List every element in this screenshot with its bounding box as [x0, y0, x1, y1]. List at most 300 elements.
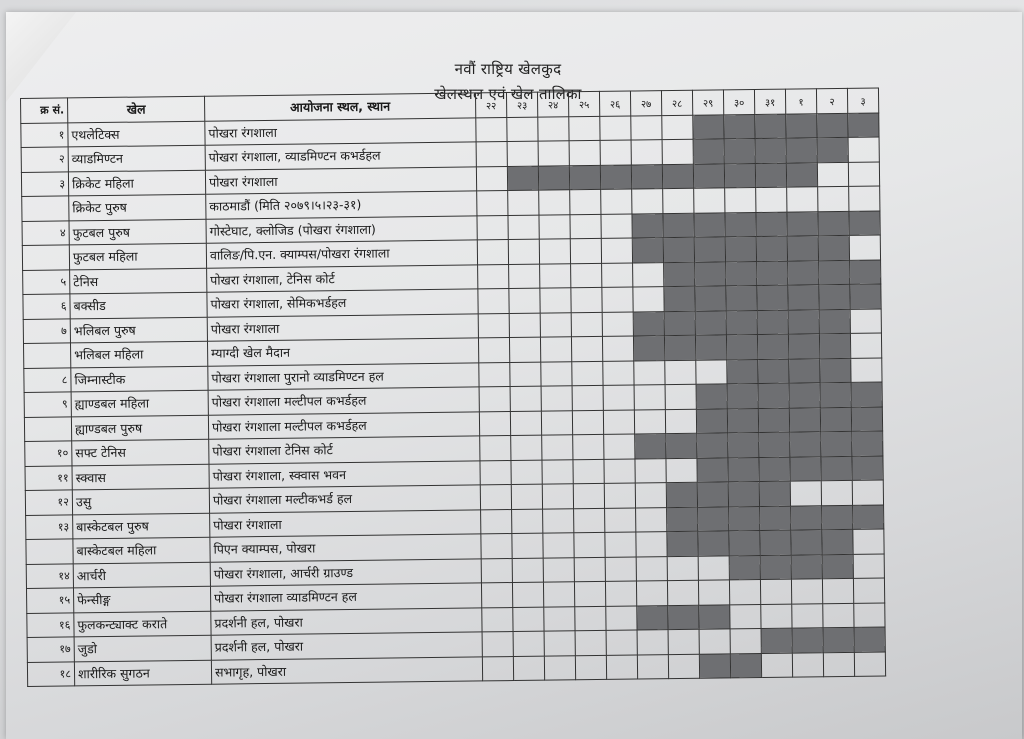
schedule-cell-empty	[481, 509, 512, 534]
schedule-cell-empty	[477, 240, 508, 265]
schedule-cell-active	[663, 213, 694, 238]
schedule-cell-active	[632, 238, 663, 263]
schedule-cell-active	[667, 531, 698, 556]
schedule-cell-active	[728, 481, 759, 506]
row-game: शारीरिक सुगठन	[74, 660, 211, 686]
schedule-cell-active	[791, 505, 822, 530]
schedule-cell-empty	[854, 602, 885, 627]
schedule-cell-empty	[603, 385, 634, 410]
schedule-cell-empty	[631, 140, 662, 165]
schedule-cell-empty	[512, 558, 543, 583]
row-venue: पोखरा रंगशाला	[205, 166, 476, 194]
schedule-cell-empty	[694, 188, 725, 213]
row-game: क्रिकेट पुरुष	[69, 194, 206, 220]
schedule-cell-empty	[508, 190, 539, 215]
schedule-cell-empty	[725, 188, 756, 213]
schedule-cell-empty	[698, 580, 729, 605]
header-day: १	[785, 89, 816, 114]
schedule-cell-empty	[668, 654, 699, 679]
schedule-cell-empty	[633, 287, 664, 312]
header-day: ३	[847, 88, 878, 113]
schedule-cell-active	[666, 433, 697, 458]
schedule-cell-empty	[636, 581, 667, 606]
schedule-cell-empty	[756, 187, 787, 212]
schedule-cell-active	[696, 408, 727, 433]
schedule-cell-empty	[848, 162, 879, 187]
schedule-cell-empty	[601, 214, 632, 239]
schedule-cell-empty	[699, 629, 730, 654]
schedule-cell-empty	[539, 239, 570, 264]
schedule-cell-active	[759, 457, 790, 482]
schedule-cell-active	[823, 627, 854, 652]
schedule-cell-empty	[540, 337, 571, 362]
schedule-cell-empty	[540, 263, 571, 288]
row-sn: १८	[27, 661, 74, 686]
row-sn: ८	[24, 367, 71, 392]
row-game: क्रिकेट महिला	[68, 170, 205, 196]
schedule-cell-empty	[696, 359, 727, 384]
schedule-cell-active	[760, 530, 791, 555]
schedule-cell-empty	[507, 141, 538, 166]
schedule-cell-active	[852, 455, 883, 480]
row-game: फुटबल महिला	[69, 243, 206, 269]
schedule-cell-empty	[823, 652, 854, 677]
schedule-cell-empty	[513, 631, 544, 656]
schedule-cell-empty	[729, 579, 760, 604]
schedule-cell-empty	[508, 239, 539, 264]
schedule-cell-empty	[668, 629, 699, 654]
schedule-cell-empty	[761, 653, 792, 678]
schedule-cell-empty	[605, 532, 636, 557]
schedule-cell-empty	[509, 264, 540, 289]
schedule-cell-empty	[635, 458, 666, 483]
header-day: २३	[506, 92, 537, 117]
row-game: सफ्ट टेनिस	[72, 439, 209, 465]
schedule-table	[20, 88, 886, 687]
schedule-cell-active	[697, 433, 728, 458]
schedule-cell-empty	[574, 557, 605, 582]
schedule-cell-empty	[570, 189, 601, 214]
schedule-cell-empty	[478, 338, 509, 363]
schedule-cell-empty	[853, 529, 884, 554]
schedule-cell-empty	[603, 410, 634, 435]
schedule-cell-active	[851, 382, 882, 407]
schedule-cell-empty	[543, 508, 574, 533]
schedule-cell-empty	[512, 533, 543, 558]
schedule-cell-empty	[601, 189, 632, 214]
row-sn: ५	[23, 269, 70, 294]
schedule-cell-empty	[511, 435, 542, 460]
row-game: बक्सीड	[70, 292, 207, 318]
schedule-cell-empty	[604, 483, 635, 508]
schedule-cell-active	[726, 310, 757, 335]
schedule-cell-active	[787, 211, 818, 236]
schedule-cell-active	[819, 284, 850, 309]
schedule-cell-active	[699, 653, 730, 678]
row-game: जुडो	[74, 635, 211, 661]
schedule-cell-active	[819, 260, 850, 285]
schedule-cell-active	[848, 113, 879, 138]
schedule-cell-empty	[509, 313, 540, 338]
schedule-cell-empty	[482, 607, 513, 632]
row-sn	[22, 196, 69, 221]
schedule-cell-active	[724, 114, 755, 139]
row-game: जिम्नास्टीक	[71, 366, 208, 392]
schedule-cell-active	[758, 359, 789, 384]
schedule-cell-active	[667, 507, 698, 532]
schedule-cell-active	[822, 505, 853, 530]
schedule-cell-active	[600, 165, 631, 190]
schedule-cell-active	[790, 456, 821, 481]
schedule-cell-active	[726, 261, 757, 286]
schedule-cell-active	[695, 286, 726, 311]
schedule-cell-active	[730, 653, 761, 678]
schedule-cell-active	[693, 114, 724, 139]
row-venue: प्रदर्शनी हल, पोखरा	[211, 632, 482, 660]
row-game: एथलेटिक्स	[68, 121, 205, 147]
schedule-cell-active	[663, 237, 694, 262]
row-venue: पोखरा रंगशाला	[210, 509, 481, 537]
row-venue: पोखरा रंगशाला मल्टीपल कभर्डहल	[208, 387, 479, 415]
schedule-cell-empty	[539, 214, 570, 239]
schedule-cell-active	[818, 211, 849, 236]
row-venue: प्रदर्शनी हल, पोखरा	[211, 607, 482, 635]
schedule-cell-empty	[667, 580, 698, 605]
header-day: २६	[599, 91, 630, 116]
schedule-cell-empty	[569, 116, 600, 141]
schedule-cell-empty	[601, 238, 632, 263]
schedule-cell-active	[756, 236, 787, 261]
schedule-cell-empty	[544, 631, 575, 656]
header-day: २७	[630, 91, 661, 116]
schedule-cell-active	[755, 114, 786, 139]
schedule-cell-empty	[792, 603, 823, 628]
schedule-cell-empty	[849, 235, 880, 260]
schedule-cell-empty	[542, 459, 573, 484]
row-sn	[22, 245, 69, 270]
schedule-cell-active	[818, 235, 849, 260]
schedule-cell-empty	[853, 578, 884, 603]
row-game: फुटबल पुरुष	[69, 219, 206, 245]
row-sn	[23, 343, 70, 368]
schedule-cell-active	[821, 456, 852, 481]
row-venue: पोखरा रंगशाला पुरानो व्याडमिण्टन हल	[208, 362, 479, 390]
schedule-cell-active	[817, 113, 848, 138]
schedule-cell-empty	[791, 579, 822, 604]
schedule-cell-active	[788, 260, 819, 285]
row-sn: ६	[23, 294, 70, 319]
schedule-cell-empty	[574, 532, 605, 557]
schedule-cell-empty	[539, 190, 570, 215]
schedule-cell-empty	[606, 606, 637, 631]
header-venue: आयोजना स्थल, स्थान	[204, 93, 475, 121]
schedule-cell-empty	[512, 509, 543, 534]
schedule-cell-empty	[479, 362, 510, 387]
schedule-cell-empty	[823, 603, 854, 628]
row-game: आर्चरी	[73, 562, 210, 588]
schedule-cell-active	[790, 432, 821, 457]
schedule-cell-empty	[790, 481, 821, 506]
schedule-cell-empty	[481, 583, 512, 608]
schedule-cell-empty	[480, 485, 511, 510]
schedule-cell-empty	[605, 581, 636, 606]
schedule-cell-active	[633, 311, 664, 336]
schedule-cell-empty	[573, 483, 604, 508]
header-day: २५	[568, 91, 599, 116]
schedule-cell-active	[695, 310, 726, 335]
schedule-cell-active	[664, 335, 695, 360]
schedule-cell-empty	[571, 336, 602, 361]
schedule-cell-active	[822, 529, 853, 554]
schedule-cell-active	[694, 237, 725, 262]
schedule-cell-active	[726, 286, 757, 311]
schedule-cell-empty	[603, 361, 634, 386]
row-game: बास्केटबल महिला	[73, 537, 210, 563]
schedule-cell-empty	[604, 434, 635, 459]
schedule-cell-active	[821, 431, 852, 456]
schedule-cell-active	[820, 358, 851, 383]
schedule-cell-active	[699, 604, 730, 629]
schedule-cell-empty	[852, 480, 883, 505]
schedule-cell-empty	[665, 360, 696, 385]
schedule-cell-active	[760, 506, 791, 531]
schedule-cell-active	[693, 139, 724, 164]
schedule-cell-active	[694, 212, 725, 237]
schedule-cell-active	[792, 628, 823, 653]
schedule-cell-empty	[730, 604, 761, 629]
schedule-cell-empty	[818, 186, 849, 211]
schedule-cell-empty	[792, 652, 823, 677]
schedule-cell-active	[725, 212, 756, 237]
row-sn: १७	[27, 637, 74, 662]
schedule-cell-empty	[665, 409, 696, 434]
schedule-cell-empty	[478, 289, 509, 314]
schedule-cell-empty	[541, 361, 572, 386]
header-sn: क्र सं.	[21, 98, 68, 123]
row-venue: सभागृह, पोखरा	[211, 656, 482, 684]
schedule-cell-active	[727, 359, 758, 384]
schedule-cell-empty	[510, 362, 541, 387]
schedule-cell-active	[761, 628, 792, 653]
schedule-cell-active	[637, 605, 668, 630]
schedule-cell-empty	[512, 582, 543, 607]
schedule-cell-empty	[851, 357, 882, 382]
row-sn: १६	[27, 612, 74, 637]
schedule-cell-empty	[513, 656, 544, 681]
schedule-cell-empty	[602, 312, 633, 337]
schedule-cell-active	[757, 310, 788, 335]
schedule-cell-empty	[636, 507, 667, 532]
row-sn: १०	[25, 441, 72, 466]
schedule-cell-active	[850, 284, 881, 309]
schedule-cell-empty	[602, 263, 633, 288]
header-day: २८	[661, 90, 692, 115]
schedule-cell-empty	[573, 459, 604, 484]
schedule-cell-active	[726, 335, 757, 360]
schedule-cell-active	[724, 139, 755, 164]
schedule-cell-active	[569, 165, 600, 190]
schedule-cell-active	[852, 431, 883, 456]
schedule-cell-active	[820, 407, 851, 432]
row-sn: ४	[22, 220, 69, 245]
schedule-cell-active	[664, 311, 695, 336]
schedule-cell-active	[727, 408, 758, 433]
schedule-cell-empty	[667, 556, 698, 581]
schedule-cell-empty	[571, 287, 602, 312]
schedule-cell-empty	[479, 387, 510, 412]
row-venue: पोखरा रंगशाला मल्टीकभर्ड हल	[209, 485, 480, 513]
schedule-cell-empty	[817, 162, 848, 187]
schedule-cell-empty	[849, 186, 880, 211]
schedule-cell-empty	[600, 116, 631, 141]
schedule-cell-active	[698, 506, 729, 531]
schedule-cell-active	[788, 309, 819, 334]
schedule-cell-empty	[513, 607, 544, 632]
schedule-cell-active	[759, 481, 790, 506]
schedule-cell-active	[759, 432, 790, 457]
schedule-cell-active	[696, 384, 727, 409]
schedule-cell-empty	[637, 654, 668, 679]
row-sn: १४	[26, 563, 73, 588]
schedule-cell-active	[819, 333, 850, 358]
row-sn: ३	[21, 171, 68, 196]
row-game: उसु	[72, 488, 209, 514]
schedule-cell-empty	[605, 508, 636, 533]
schedule-cell-empty	[481, 534, 512, 559]
schedule-cell-empty	[574, 581, 605, 606]
schedule-cell-empty	[574, 508, 605, 533]
schedule-cell-empty	[575, 655, 606, 680]
schedule-cell-empty	[635, 483, 666, 508]
row-game: फुलकन्ट्याक्ट कराते	[74, 611, 211, 637]
schedule-cell-active	[786, 162, 817, 187]
schedule-cell-empty	[569, 140, 600, 165]
schedule-cell-empty	[571, 263, 602, 288]
row-venue: पोखरा रंगशाला, व्याडमिण्टन कभर्डहल	[205, 142, 476, 170]
schedule-cell-empty	[604, 459, 635, 484]
schedule-cell-active	[758, 408, 789, 433]
schedule-cell-empty	[636, 532, 667, 557]
schedule-cell-empty	[850, 333, 881, 358]
schedule-cell-empty	[508, 215, 539, 240]
schedule-cell-active	[760, 555, 791, 580]
schedule-cell-empty	[606, 654, 637, 679]
schedule-cell-active	[791, 554, 822, 579]
header-day: ३१	[754, 89, 785, 114]
schedule-cell-active	[853, 504, 884, 529]
row-venue: पोखरा रंगशाला	[207, 313, 478, 341]
schedule-cell-active	[758, 383, 789, 408]
schedule-cell-empty	[575, 606, 606, 631]
schedule-cell-empty	[478, 313, 509, 338]
schedule-cell-active	[666, 482, 697, 507]
row-game: फेन्सीङ्ग	[73, 586, 210, 612]
schedule-cell-active	[697, 482, 728, 507]
schedule-cell-empty	[476, 166, 507, 191]
schedule-cell-active	[789, 358, 820, 383]
schedule-cell-empty	[636, 556, 667, 581]
schedule-cell-empty	[602, 287, 633, 312]
row-venue: पोखरा रंगशाला, स्क्वास भवन	[209, 460, 480, 488]
schedule-cell-empty	[511, 484, 542, 509]
schedule-cell-active	[822, 554, 853, 579]
schedule-cell-empty	[543, 582, 574, 607]
schedule-cell-empty	[854, 651, 885, 676]
schedule-cell-active	[757, 261, 788, 286]
schedule-cell-empty	[541, 410, 572, 435]
schedule-cell-active	[788, 285, 819, 310]
schedule-cell-empty	[637, 630, 668, 655]
schedule-cell-active	[635, 434, 666, 459]
schedule-cell-active	[728, 433, 759, 458]
paper-sheet	[6, 12, 1022, 739]
schedule-cell-empty	[482, 656, 513, 681]
schedule-cell-active	[787, 236, 818, 261]
schedule-cell-active	[755, 138, 786, 163]
schedule-cell-active	[727, 384, 758, 409]
row-venue: काठमाडौं (मिति २०७९।५।२३-३१)	[206, 191, 477, 219]
schedule-cell-empty	[507, 117, 538, 142]
schedule-cell-active	[728, 457, 759, 482]
schedule-cell-active	[791, 530, 822, 555]
schedule-cell-empty	[480, 460, 511, 485]
schedule-cell-empty	[634, 385, 665, 410]
schedule-cell-empty	[848, 137, 879, 162]
schedule-cell-empty	[544, 655, 575, 680]
schedule-cell-empty	[540, 288, 571, 313]
schedule-cell-empty	[787, 187, 818, 212]
schedule-cell-empty	[540, 312, 571, 337]
schedule-cell-empty	[477, 215, 508, 240]
schedule-cell-empty	[602, 336, 633, 361]
schedule-cell-empty	[666, 458, 697, 483]
schedule-cell-active	[725, 237, 756, 262]
row-venue: पोखरा रंगशाला टेनिस कोर्ट	[209, 436, 480, 464]
row-venue: पोखरा रंगशाला व्याडमिण्टन हल	[210, 583, 481, 611]
row-sn	[24, 416, 71, 441]
schedule-cell-empty	[572, 385, 603, 410]
schedule-cell-empty	[665, 384, 696, 409]
header-day: २२	[475, 93, 506, 118]
row-venue: पोखरा रंगशाला	[205, 117, 476, 145]
schedule-cell-active	[697, 457, 728, 482]
row-game: ह्याण्डबल पुरुष	[71, 415, 208, 441]
row-sn	[26, 539, 73, 564]
schedule-cell-active	[849, 211, 880, 236]
schedule-cell-active	[786, 113, 817, 138]
row-sn: १५	[26, 588, 73, 613]
row-venue: म्याग्दी खेल मैदान	[207, 338, 478, 366]
schedule-cell-active	[695, 335, 726, 360]
row-venue: पोखरा रंगशाला, आर्चरी ग्राउण्ड	[210, 558, 481, 586]
schedule-cell-empty	[850, 308, 881, 333]
row-game: बास्केटबल पुरुष	[73, 513, 210, 539]
row-game: भलिबल महिला	[70, 341, 207, 367]
row-venue: वालिङ/पि.एन. क्याम्पस/पोखरा रंगशाला	[206, 240, 477, 268]
row-sn: १	[21, 122, 68, 147]
schedule-cell-active	[729, 530, 760, 555]
schedule-cell-active	[755, 163, 786, 188]
schedule-cell-active	[698, 531, 729, 556]
schedule-cell-empty	[662, 115, 693, 140]
row-sn: ११	[25, 465, 72, 490]
schedule-cell-empty	[476, 142, 507, 167]
schedule-cell-active	[664, 286, 695, 311]
schedule-cell-active	[757, 285, 788, 310]
row-venue: पोखरा रंगशाला, सेमिकभर्डहल	[207, 289, 478, 317]
schedule-cell-active	[786, 138, 817, 163]
schedule-cell-empty	[538, 141, 569, 166]
